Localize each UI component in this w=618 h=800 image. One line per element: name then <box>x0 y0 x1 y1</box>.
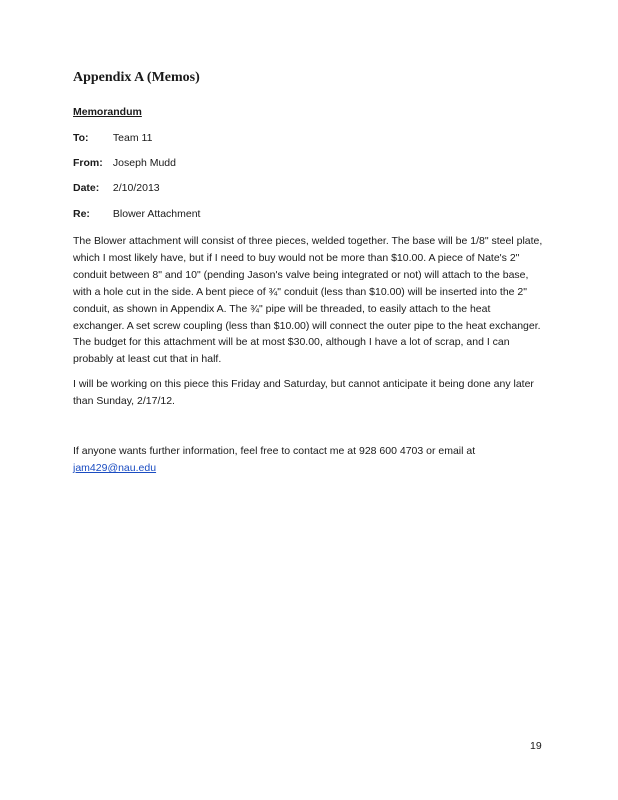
memo-re-value: Blower Attachment <box>112 208 201 220</box>
memo-to-value: Team 11 <box>112 132 153 144</box>
memo-from-label: From: <box>73 157 103 169</box>
memo-re-label: Re: <box>73 208 90 220</box>
contact-text: If anyone wants further information, feel free to contact me at 928 600 4703 or email at <box>73 445 476 457</box>
memo-from-value: Joseph Mudd <box>112 157 176 169</box>
body-paragraph-budget: The budget for this attachment will be at most $30.00, although I have a lot of scrap, and I can probably at least cut that in half. <box>73 336 510 365</box>
body-paragraph-contact <box>73 443 543 477</box>
memo-re-field <box>73 208 200 220</box>
memo-to-field <box>73 132 152 144</box>
memo-title: Memorandum <box>73 106 142 118</box>
memo-from-field <box>73 157 176 169</box>
body-paragraph-schedule: I will be working on this piece this Friday and Saturday, but cannot anticipate it being done any later than Sunday, 2/17/12. <box>73 378 534 407</box>
memo-date-label: Date: <box>73 182 100 194</box>
memo-date-field <box>73 182 160 194</box>
memo-date-value: 2/10/2013 <box>112 182 160 194</box>
appendix-heading: Appendix A (Memos) <box>73 70 200 85</box>
memo-to-label: To: <box>73 132 89 144</box>
email-link[interactable]: jam429@nau.edu <box>73 462 157 474</box>
page-number: 19 <box>530 740 542 752</box>
body-paragraph-description: The Blower attachment will consist of three pieces, welded together. The base will be 1/8" steel plate, which I most likely have, but if I need to buy would not be more than $10.00. A piece of Nate's 2" conduit between 8" and 10" (pending Jason's valve being integrated or not) will attach to the base, with a hole cut in the side. A bent piece of ¾" conduit (less than $10.00) will be inserted into the 2" conduit, as shown in Appendix A. The ¾" pipe will be threaded, to easily attach to the heat exchanger. A set screw coupling (less than $10.00) will connect the outer pipe to the heat exchanger. <box>73 235 543 332</box>
